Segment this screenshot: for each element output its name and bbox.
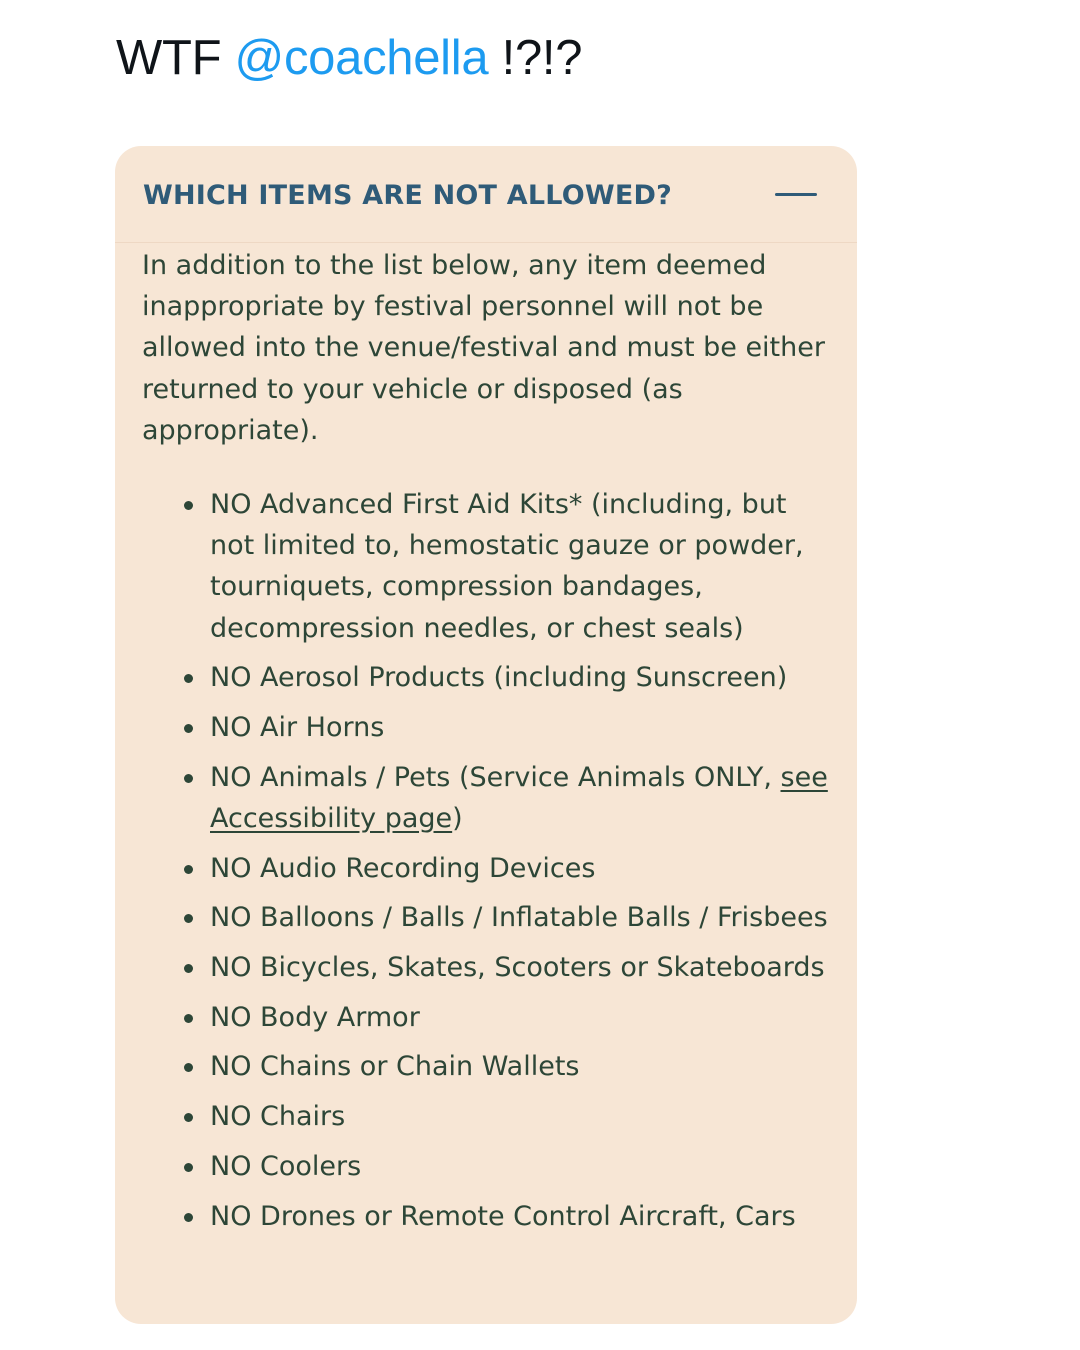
list-item [115, 707, 857, 748]
bullet-icon [184, 865, 193, 874]
list-item-text: NO Chains or Chain Wallets [210, 1051, 580, 1083]
list-item-text: NO Aerosol Products (including Sunscreen) [210, 662, 788, 694]
list-item [115, 657, 857, 698]
list-item [115, 757, 857, 839]
bullet-icon [184, 1063, 193, 1072]
bullet-icon [184, 1014, 193, 1023]
list-item [115, 947, 857, 988]
tweet-text-prefix: WTF [116, 31, 235, 85]
list-item-text: NO Coolers [210, 1150, 362, 1182]
accordion-title: WHICH ITEMS ARE NOT ALLOWED? [143, 180, 672, 211]
bullet-icon [184, 964, 193, 973]
list-item-text: NO Drones or Remote Control Aircraft, Cars [210, 1200, 796, 1232]
intro-paragraph: In addition to the list below, any item deemed inappropriate by festival personnel will not be allowed into the venue/festival and must be either returned to your vehicle or disposed (as appropriate). [142, 250, 825, 446]
list-item-text: NO Body Armor [210, 1001, 420, 1033]
list-item [115, 897, 857, 938]
accordion-header[interactable] [115, 146, 857, 243]
bullet-icon [184, 774, 193, 783]
list-item-text: NO Air Horns [210, 712, 385, 744]
list-item-text: NO Balloons / Balls / Inflatable Balls / Frisbees [210, 902, 828, 934]
list-item [115, 1096, 857, 1137]
list-item-text: NO Advanced First Aid Kits* (including, but not limited to, hemostatic gauze or powder, tourniquets, compression bandages, decompression needles, or chest seals) [210, 489, 804, 644]
tweet-text [116, 28, 582, 88]
not-allowed-items-list [115, 484, 857, 1245]
tweet-text-suffix: !?!? [488, 31, 583, 85]
list-item-text: NO Audio Recording Devices [210, 852, 596, 884]
list-item-text: NO Animals / Pets (Service Animals ONLY, [210, 761, 781, 793]
list-item [115, 1046, 857, 1087]
bullet-icon [184, 1163, 193, 1172]
list-item [115, 1196, 857, 1237]
bullet-icon [184, 501, 193, 510]
list-item-text: NO Bicycles, Skates, Scooters or Skateboards [210, 952, 825, 984]
bullet-icon [184, 1213, 193, 1222]
list-item [115, 1146, 857, 1187]
minus-icon-bar [775, 193, 817, 196]
accessibility-page-link[interactable]: see Accessibility page [210, 761, 828, 834]
list-item-text: NO Chairs [210, 1101, 346, 1133]
list-item-text-suffix: ) [452, 802, 463, 834]
list-item [115, 484, 857, 649]
list-item [115, 848, 857, 889]
coachella-mention-link[interactable]: @coachella [234, 31, 489, 85]
bullet-icon [184, 674, 193, 683]
bullet-icon [184, 914, 193, 923]
minus-icon[interactable] [767, 176, 823, 216]
bullet-icon [184, 1113, 193, 1122]
list-item [115, 997, 857, 1038]
not-allowed-items-card [115, 146, 857, 1324]
bullet-icon [184, 724, 193, 733]
